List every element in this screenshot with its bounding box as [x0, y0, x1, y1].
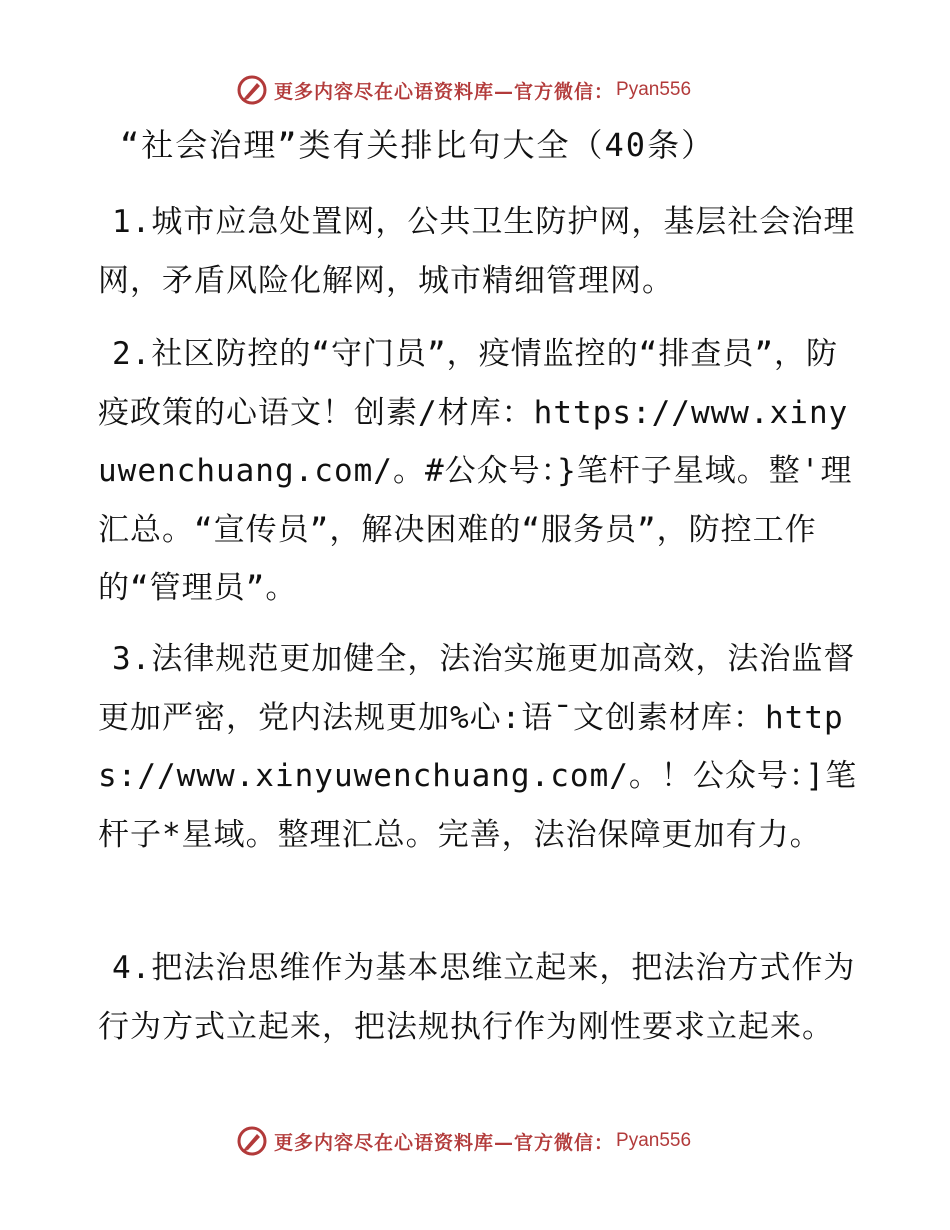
pen-nib-logo-icon — [236, 1125, 268, 1157]
banner-wechat-id: Pyan556 — [616, 79, 692, 100]
banner-wechat-id: Pyan556 — [616, 1130, 692, 1151]
banner-text: 更多内容尽在心语资料库—官方微信： — [274, 80, 615, 103]
paragraph-number: 1. — [112, 204, 152, 240]
paragraph-2 — [98, 325, 858, 618]
paragraph-4 — [98, 939, 858, 1056]
paragraph-text: 把法治思维作为基本思维立起来，把法治方式作为行为方式立起来，把法规执行作为刚性要求立起来。 — [98, 950, 856, 1045]
paragraph-number: 3. — [112, 641, 152, 677]
paragraph-text: 城市应急处置网，公共卫生防护网，基层社会治理网，矛盾风险化解网，城市精细管理网。 — [98, 204, 856, 299]
header-watermark-banner — [236, 73, 691, 107]
paragraph-number: 2. — [112, 336, 152, 372]
paragraph-text: 社区防控的“守门员”，疫情监控的“排查员”，防疫政策的心语文！创素/材库：https://www.xinyuwenchuang.com/。#公众号：}笔杆子星域。整'理汇总。“宣传员”，解决困难的“服务员”，防控工作的“管理员”。 — [98, 336, 853, 606]
document-title: “社会治理”类有关排比句大全（40条） — [120, 126, 716, 164]
pen-nib-logo-icon — [236, 74, 268, 106]
banner-text: 更多内容尽在心语资料库—官方微信： — [274, 1131, 615, 1154]
paragraph-1 — [98, 193, 858, 310]
paragraph-3 — [98, 630, 858, 864]
footer-watermark-banner — [236, 1124, 691, 1158]
paragraph-text: 法律规范更加健全，法治实施更加高效，法治监督更加严密，党内法规更加%心:语¯文创素材库：https://www.xinyuwenchuang.com/。！公众号：]笔杆子*星域。整理汇总。完善，法治保障更加有力。 — [98, 641, 858, 853]
paragraph-number: 4. — [112, 950, 152, 986]
